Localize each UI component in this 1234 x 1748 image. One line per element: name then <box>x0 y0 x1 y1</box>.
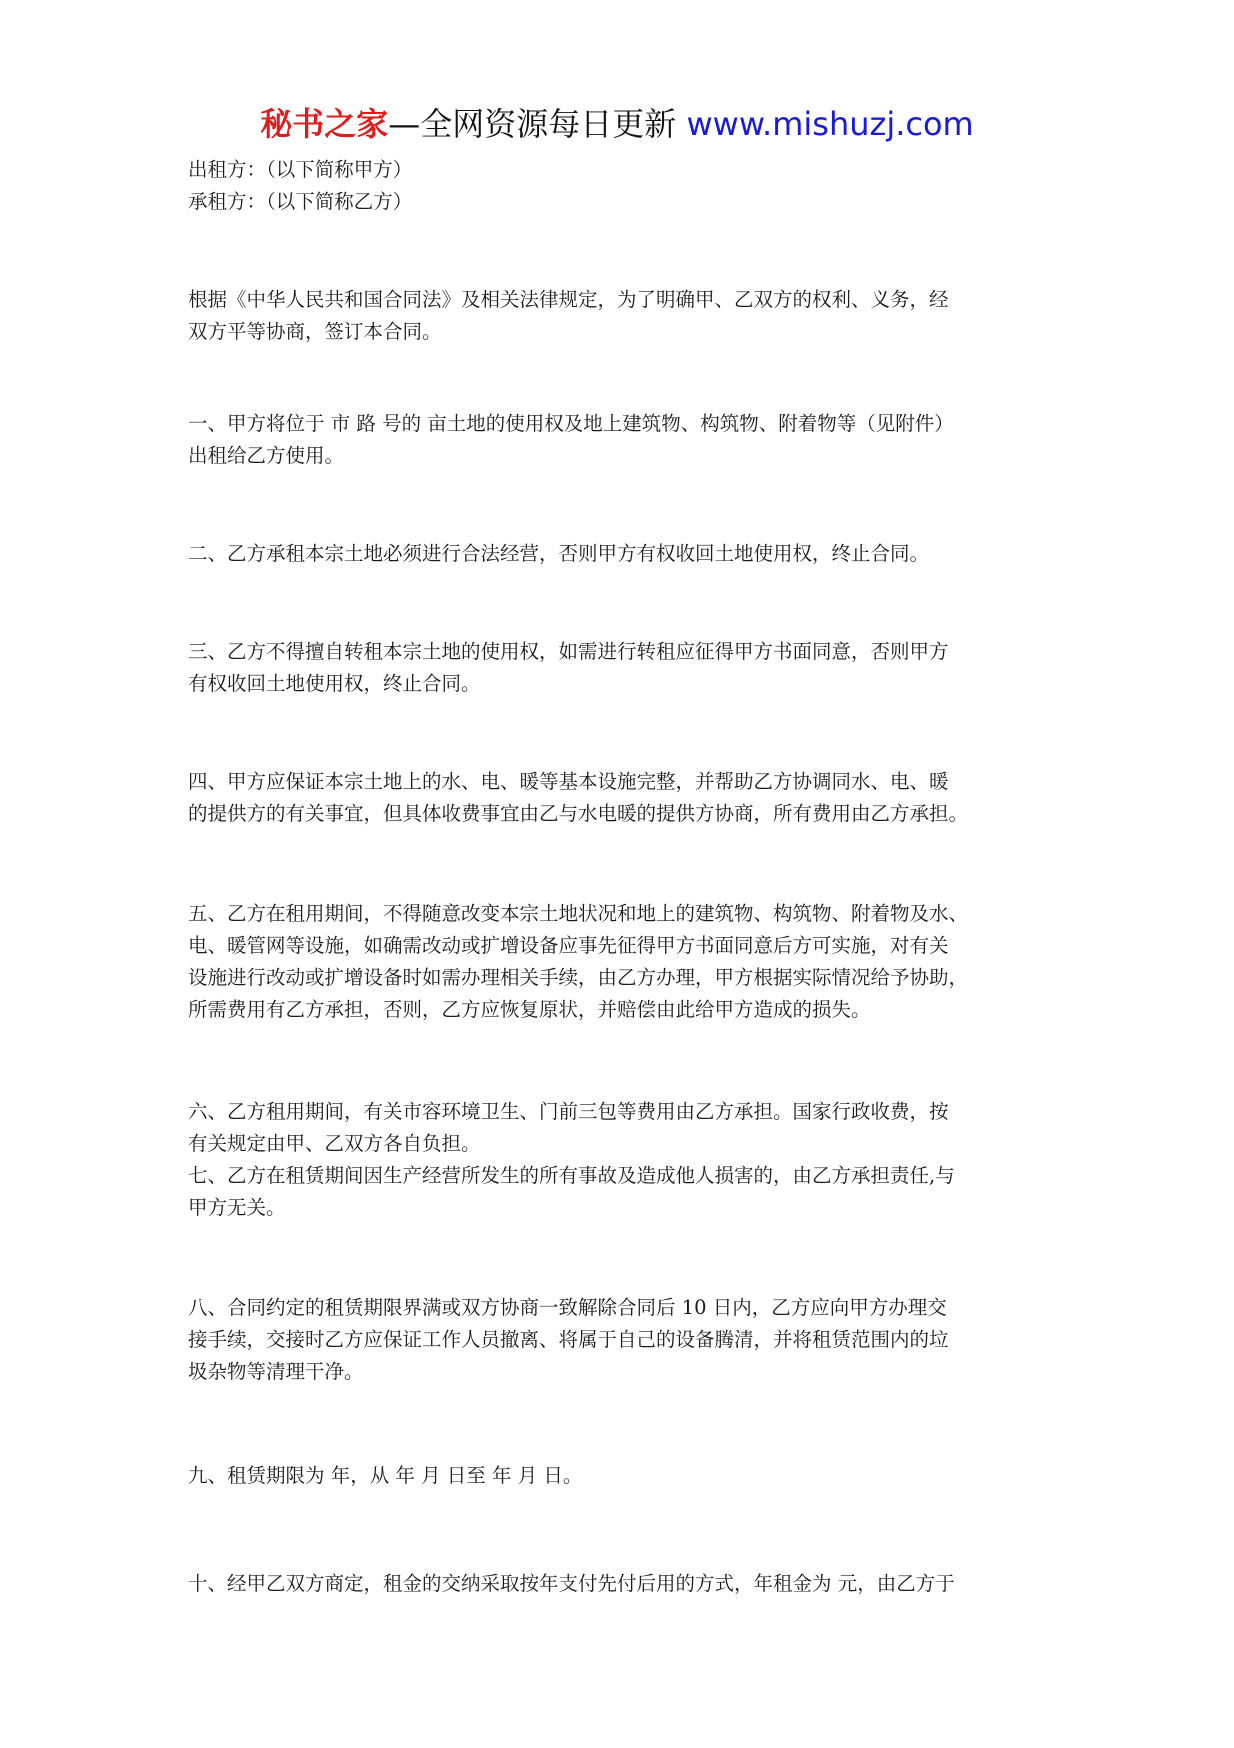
clause-9 <box>188 1460 1058 1492</box>
paragraph-line: 有权收回土地使用权，终止合同。 <box>188 672 481 695</box>
clause-4 <box>188 766 1058 830</box>
lessor-line: 出租方：（以下简称甲方） <box>188 158 413 181</box>
paragraph-line: 七、乙方在租赁期间因生产经营所发生的所有事故及造成他人损害的，由乙方承担责任,与 <box>188 1164 955 1187</box>
contract-body <box>188 154 1058 1600</box>
paragraph-line: 有关规定由甲、乙双方各自负担。 <box>188 1132 481 1155</box>
clause-7 <box>188 1160 1058 1224</box>
paragraph-line: 所需费用有乙方承担，否则，乙方应恢复原状，并赔偿由此给甲方造成的损失。 <box>188 998 871 1021</box>
clause-2 <box>188 538 1058 570</box>
clause-6 <box>188 1096 1058 1160</box>
paragraph-line: 根据《中华人民共和国合同法》及相关法律规定，为了明确甲、乙双方的权利、义务，经 <box>188 288 949 311</box>
paragraph-line: 甲方无关。 <box>188 1196 286 1219</box>
paragraph-line: 九、租赁期限为 年，从 年 月 日至 年 月 日。 <box>188 1464 583 1487</box>
paragraph-line: 六、乙方租用期间，有关市容环境卫生、门前三包等费用由乙方承担。国家行政收费，按 <box>188 1100 949 1123</box>
paragraph-line: 二、乙方承租本宗土地必须进行合法经营，否则甲方有权收回土地使用权，终止合同。 <box>188 542 930 565</box>
paragraph-line: 出租给乙方使用。 <box>188 444 345 467</box>
clause-5 <box>188 898 1058 1026</box>
clause-10 <box>188 1568 1058 1600</box>
paragraph-line: 一、甲方将位于 市 路 号的 亩土地的使用权及地上建筑物、构筑物、附着物等（见附件） <box>188 412 954 435</box>
paragraph-line: 三、乙方不得擅自转租本宗土地的使用权，如需进行转租应征得甲方书面同意，否则甲方 <box>188 640 949 663</box>
paragraph-line: 设施进行改动或扩增设备时如需办理相关手续，由乙方办理，甲方根据实际情况给予协助， <box>188 966 969 989</box>
preamble-paragraph <box>188 284 1058 348</box>
paragraph-line: 的提供方的有关事宜，但具体收费事宜由乙与水电暖的提供方协商，所有费用由乙方承担。 <box>188 802 969 825</box>
lessee-line: 承租方：（以下简称乙方） <box>188 190 413 213</box>
clause-3 <box>188 636 1058 700</box>
clause-1 <box>188 408 1058 472</box>
paragraph-line: 圾杂物等清理干净。 <box>188 1360 364 1383</box>
banner-slogan: —全网资源每日更新 <box>388 105 677 143</box>
paragraph-line: 十、经甲乙双方商定，租金的交纳采取按年支付先付后用的方式，年租金为 元，由乙方于 <box>188 1572 955 1595</box>
paragraph-line: 五、乙方在租用期间，不得随意改变本宗土地状况和地上的建筑物、构筑物、附着物及水、 <box>188 902 969 925</box>
paragraph-line: 接手续，交接时乙方应保证工作人员撤离、将属于自己的设备腾清，并将租赁范围内的垃 <box>188 1328 949 1351</box>
paragraph-line: 双方平等协商，签订本合同。 <box>188 320 442 343</box>
paragraph-line: 四、甲方应保证本宗土地上的水、电、暖等基本设施完整，并帮助乙方协调同水、电、暖 <box>188 770 949 793</box>
paragraph-line: 电、暖管网等设施，如确需改动或扩增设备应事先征得甲方书面同意后方可实施，对有关 <box>188 934 949 957</box>
site-url[interactable]: www.mishuzj.com <box>686 105 974 143</box>
brand-name: 秘书之家 <box>260 105 389 143</box>
site-banner <box>0 100 1234 148</box>
paragraph-line: 八、合同约定的租赁期限界满或双方协商一致解除合同后 10 日内，乙方应向甲方办理交 <box>188 1296 947 1319</box>
clause-8 <box>188 1292 1058 1388</box>
